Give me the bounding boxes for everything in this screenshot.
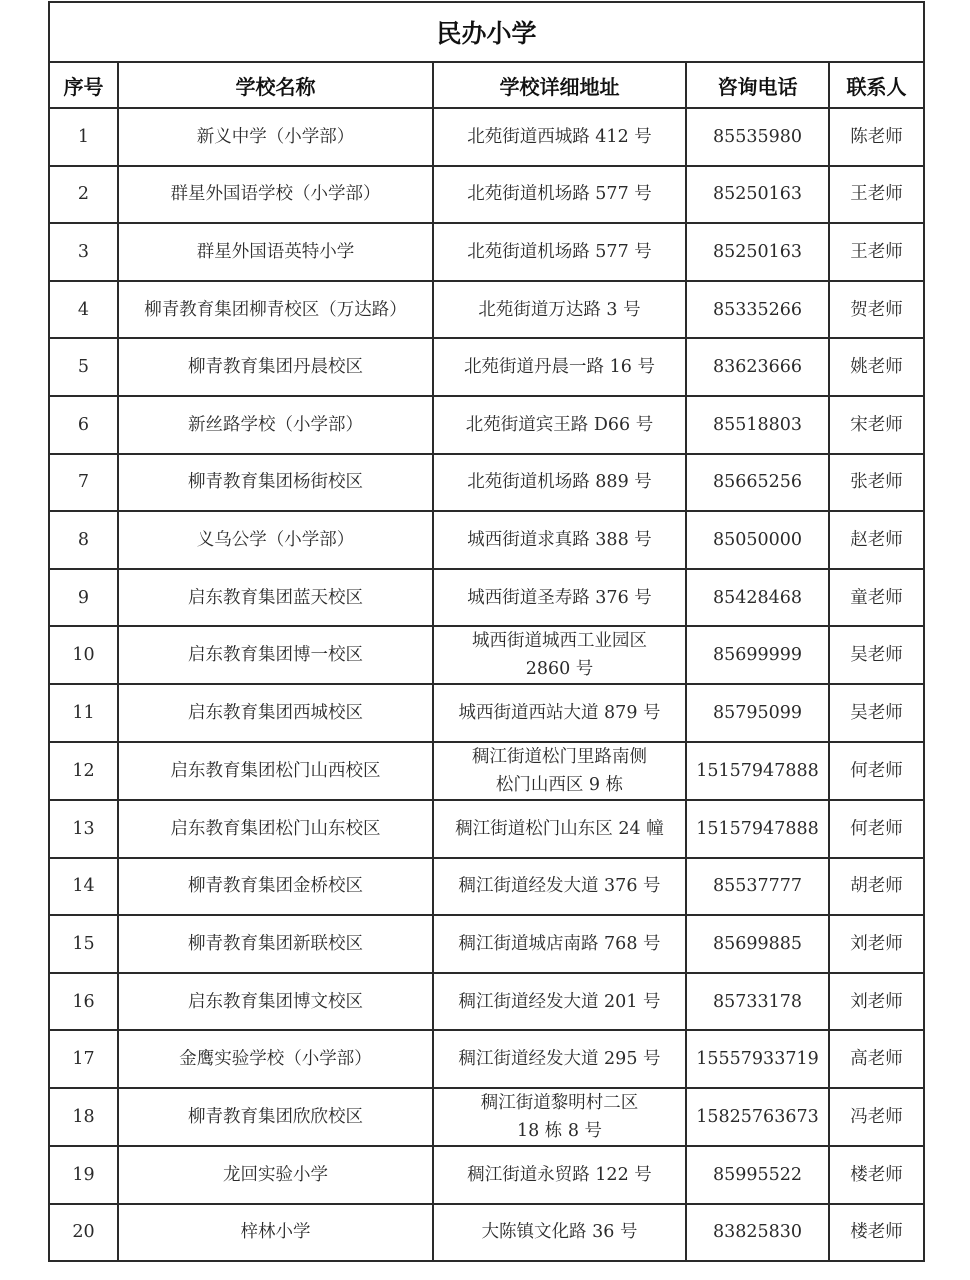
- cell-address: 稠江街道黎明村二区 18 栋 8 号: [433, 1088, 686, 1146]
- table-row: [49, 742, 924, 800]
- cell-index: 19: [49, 1146, 118, 1204]
- cell-index: 7: [49, 454, 118, 512]
- table-row: [49, 858, 924, 916]
- table-row: [49, 1030, 924, 1088]
- table-row: [49, 1088, 924, 1146]
- cell-contact: 刘老师: [829, 915, 924, 973]
- table-row: [49, 1146, 924, 1204]
- cell-index: 20: [49, 1204, 118, 1262]
- cell-school-name: 柳青教育集团杨街校区: [118, 454, 433, 512]
- cell-index: 9: [49, 569, 118, 627]
- header-index: 序号: [49, 62, 118, 108]
- cell-address: 北苑街道机场路 577 号: [433, 223, 686, 281]
- table-row: [49, 973, 924, 1031]
- cell-index: 16: [49, 973, 118, 1031]
- cell-phone: 15157947888: [686, 800, 829, 858]
- cell-school-name: 柳青教育集团柳青校区（万达路）: [118, 281, 433, 339]
- table-row: [49, 281, 924, 339]
- cell-contact: 姚老师: [829, 338, 924, 396]
- cell-index: 11: [49, 684, 118, 742]
- table-row: [49, 800, 924, 858]
- table-row: [49, 454, 924, 512]
- cell-index: 12: [49, 742, 118, 800]
- cell-address: 北苑街道丹晨一路 16 号: [433, 338, 686, 396]
- cell-school-name: 新丝路学校（小学部）: [118, 396, 433, 454]
- cell-phone: 85428468: [686, 569, 829, 627]
- school-table: [48, 1, 925, 1262]
- cell-school-name: 启东教育集团蓝天校区: [118, 569, 433, 627]
- cell-address: 稠江街道经发大道 295 号: [433, 1030, 686, 1088]
- cell-school-name: 启东教育集团西城校区: [118, 684, 433, 742]
- table-row: [49, 223, 924, 281]
- cell-index: 1: [49, 108, 118, 166]
- cell-phone: 15157947888: [686, 742, 829, 800]
- cell-phone: 85795099: [686, 684, 829, 742]
- cell-index: 6: [49, 396, 118, 454]
- cell-address: 稠江街道松门里路南侧 松门山西区 9 栋: [433, 742, 686, 800]
- header-phone: 咨询电话: [686, 62, 829, 108]
- table-row: [49, 684, 924, 742]
- cell-contact: 宋老师: [829, 396, 924, 454]
- cell-index: 4: [49, 281, 118, 339]
- table-row: [49, 338, 924, 396]
- cell-contact: 楼老师: [829, 1146, 924, 1204]
- cell-address: 北苑街道机场路 577 号: [433, 166, 686, 224]
- cell-phone: 15825763673: [686, 1088, 829, 1146]
- header-contact: 联系人: [829, 62, 924, 108]
- table-row: [49, 396, 924, 454]
- cell-address: 稠江街道城店南路 768 号: [433, 915, 686, 973]
- cell-index: 2: [49, 166, 118, 224]
- cell-contact: 赵老师: [829, 511, 924, 569]
- cell-phone: 85050000: [686, 511, 829, 569]
- cell-index: 17: [49, 1030, 118, 1088]
- cell-school-name: 龙回实验小学: [118, 1146, 433, 1204]
- cell-index: 3: [49, 223, 118, 281]
- header-row: [49, 62, 924, 108]
- cell-contact: 何老师: [829, 742, 924, 800]
- cell-contact: 高老师: [829, 1030, 924, 1088]
- cell-index: 14: [49, 858, 118, 916]
- cell-school-name: 柳青教育集团丹晨校区: [118, 338, 433, 396]
- cell-address: 稠江街道经发大道 376 号: [433, 858, 686, 916]
- header-address: 学校详细地址: [433, 62, 686, 108]
- cell-address: 北苑街道万达路 3 号: [433, 281, 686, 339]
- cell-phone: 85699885: [686, 915, 829, 973]
- cell-address: 稠江街道经发大道 201 号: [433, 973, 686, 1031]
- header-school-name: 学校名称: [118, 62, 433, 108]
- cell-index: 5: [49, 338, 118, 396]
- cell-index: 18: [49, 1088, 118, 1146]
- cell-school-name: 柳青教育集团欣欣校区: [118, 1088, 433, 1146]
- cell-index: 13: [49, 800, 118, 858]
- cell-phone: 85537777: [686, 858, 829, 916]
- cell-contact: 胡老师: [829, 858, 924, 916]
- table-row: [49, 569, 924, 627]
- cell-phone: 15557933719: [686, 1030, 829, 1088]
- cell-contact: 王老师: [829, 223, 924, 281]
- cell-address: 城西街道求真路 388 号: [433, 511, 686, 569]
- cell-contact: 吴老师: [829, 626, 924, 684]
- cell-contact: 王老师: [829, 166, 924, 224]
- cell-address: 城西街道城西工业园区 2860 号: [433, 626, 686, 684]
- table-title: 民办小学: [49, 2, 924, 62]
- cell-address: 城西街道圣寿路 376 号: [433, 569, 686, 627]
- cell-school-name: 启东教育集团松门山东校区: [118, 800, 433, 858]
- cell-phone: 85335266: [686, 281, 829, 339]
- title-row: [49, 2, 924, 62]
- cell-address: 北苑街道宾王路 D66 号: [433, 396, 686, 454]
- table-row: [49, 915, 924, 973]
- cell-address: 大陈镇文化路 36 号: [433, 1204, 686, 1262]
- cell-phone: 83825830: [686, 1204, 829, 1262]
- cell-school-name: 群星外国语英特小学: [118, 223, 433, 281]
- table-row: [49, 166, 924, 224]
- cell-contact: 冯老师: [829, 1088, 924, 1146]
- cell-address: 城西街道西站大道 879 号: [433, 684, 686, 742]
- cell-school-name: 启东教育集团博文校区: [118, 973, 433, 1031]
- cell-phone: 85535980: [686, 108, 829, 166]
- cell-school-name: 义乌公学（小学部）: [118, 511, 433, 569]
- cell-school-name: 金鹰实验学校（小学部）: [118, 1030, 433, 1088]
- table-row: [49, 1204, 924, 1262]
- cell-address: 北苑街道西城路 412 号: [433, 108, 686, 166]
- cell-school-name: 梓林小学: [118, 1204, 433, 1262]
- cell-address: 稠江街道永贸路 122 号: [433, 1146, 686, 1204]
- cell-contact: 吴老师: [829, 684, 924, 742]
- cell-address: 北苑街道机场路 889 号: [433, 454, 686, 512]
- cell-contact: 童老师: [829, 569, 924, 627]
- cell-school-name: 启东教育集团松门山西校区: [118, 742, 433, 800]
- cell-index: 8: [49, 511, 118, 569]
- cell-school-name: 柳青教育集团新联校区: [118, 915, 433, 973]
- cell-phone: 85250163: [686, 223, 829, 281]
- cell-school-name: 柳青教育集团金桥校区: [118, 858, 433, 916]
- cell-contact: 楼老师: [829, 1204, 924, 1262]
- cell-phone: 85250163: [686, 166, 829, 224]
- cell-school-name: 群星外国语学校（小学部）: [118, 166, 433, 224]
- cell-contact: 刘老师: [829, 973, 924, 1031]
- cell-phone: 85733178: [686, 973, 829, 1031]
- cell-phone: 83623666: [686, 338, 829, 396]
- cell-school-name: 新义中学（小学部）: [118, 108, 433, 166]
- table-row: [49, 108, 924, 166]
- cell-contact: 张老师: [829, 454, 924, 512]
- cell-contact: 何老师: [829, 800, 924, 858]
- cell-phone: 85518803: [686, 396, 829, 454]
- cell-phone: 85665256: [686, 454, 829, 512]
- cell-school-name: 启东教育集团博一校区: [118, 626, 433, 684]
- cell-index: 10: [49, 626, 118, 684]
- cell-phone: 85699999: [686, 626, 829, 684]
- cell-phone: 85995522: [686, 1146, 829, 1204]
- cell-contact: 陈老师: [829, 108, 924, 166]
- table-row: [49, 511, 924, 569]
- cell-contact: 贺老师: [829, 281, 924, 339]
- table-row: [49, 626, 924, 684]
- cell-index: 15: [49, 915, 118, 973]
- school-list-sheet: [48, 1, 923, 1262]
- cell-address: 稠江街道松门山东区 24 幢: [433, 800, 686, 858]
